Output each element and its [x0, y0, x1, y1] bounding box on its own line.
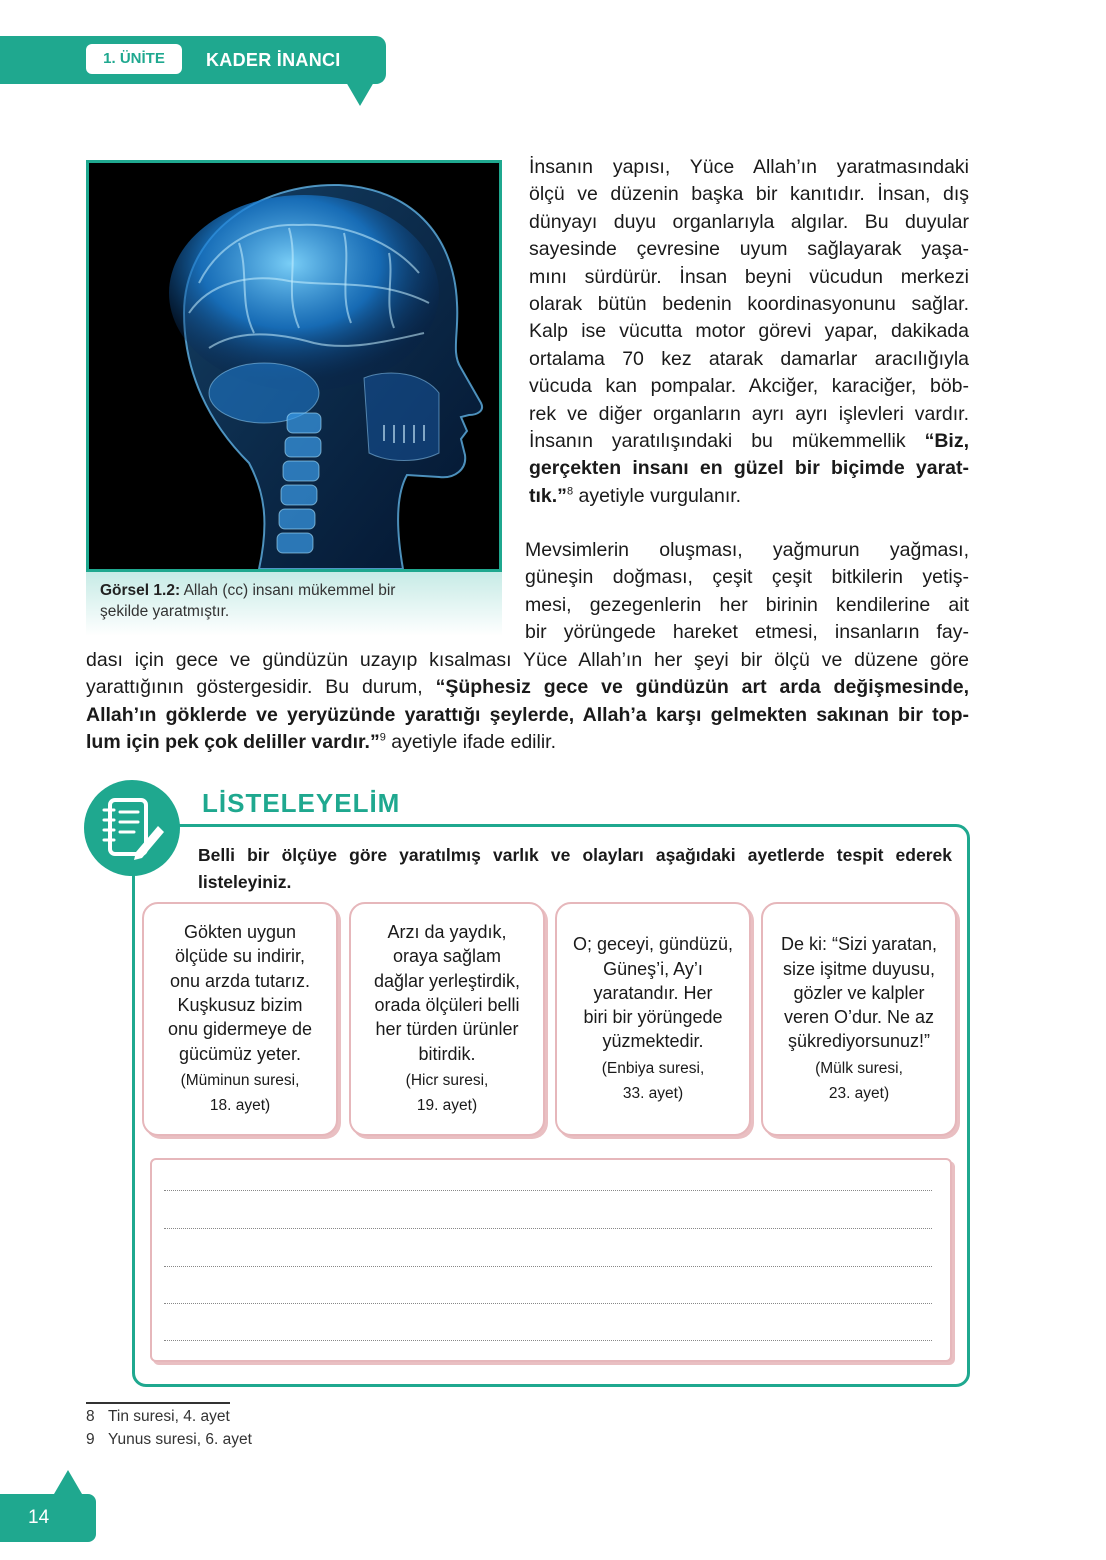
card-line: gözler ve kalpler — [793, 982, 925, 1003]
card-line: oraya sağlam — [392, 946, 502, 967]
text-line: ortalama 70 kez atarak damarlar aracılığıyla — [529, 347, 969, 370]
card-line: biri bir yörüngede — [583, 1007, 723, 1028]
text-line: Kalp ise vücutta motor görevi yapar, dakikada — [529, 320, 969, 343]
card-line: Güneş’i, Ay’ı — [603, 958, 703, 979]
text-line — [529, 483, 969, 510]
verse-card-3 — [555, 902, 751, 1136]
verse-card-2 — [349, 902, 545, 1136]
card-line: O; geceyi, gündüzü, — [572, 934, 734, 955]
footnote-number: 9 — [86, 1431, 95, 1448]
caption-text: Allah (cc) insanı mükemmel bir — [183, 582, 396, 599]
unit-title: KADER İNANCI — [206, 50, 341, 70]
text-line — [86, 674, 969, 701]
card-line: veren O’dur. Ne az — [783, 1007, 935, 1028]
instruction-line: listeleyiniz. — [198, 872, 292, 892]
footnote-text: Yunus suresi, 6. ayet — [108, 1431, 252, 1448]
card-line: şükrediyorsunuz!” — [787, 1031, 931, 1052]
verse-quote: “Şüphesiz gece ve gündüzün art arda değişmesinde, — [435, 676, 969, 699]
card-line: gücümüz yeter. — [178, 1043, 302, 1064]
paragraph-1 — [529, 154, 969, 510]
card-line: ölçüde su indirir, — [174, 946, 306, 967]
card-reference — [815, 1056, 903, 1106]
card-reference — [406, 1068, 489, 1118]
answer-area[interactable] — [150, 1158, 952, 1362]
reference-line: 33. ayet) — [622, 1084, 684, 1102]
text-line: bir yörüngede hareket etmesi, insanların fay- — [525, 621, 969, 644]
reference-line: (Mülk suresi, — [815, 1059, 903, 1077]
caption-text: şekilde yaratmıştır. — [100, 603, 230, 620]
card-line: Kuşkusuz bizim — [177, 995, 303, 1015]
caption-label: Görsel 1.2: — [100, 582, 181, 599]
text-line: güneşin doğması, çeşit çeşit bitkilerin yetiş- — [525, 566, 969, 589]
card-reference — [181, 1068, 300, 1118]
footnote-9 — [86, 1431, 252, 1449]
card-verse — [168, 920, 312, 1066]
card-line: size işitme duyusu, — [782, 958, 936, 979]
card-line: onu gidermeye de — [167, 1019, 313, 1040]
footnote-number: 8 — [86, 1408, 95, 1425]
activity-icon-circle — [84, 780, 180, 876]
activity-instruction — [198, 842, 952, 896]
card-line: De ki: “Sizi yaratan, — [780, 934, 938, 955]
verse-quote: gerçekten insanı en güzel bir biçimde yarat- — [529, 457, 969, 480]
reference-line: (Hicr suresi, — [405, 1071, 489, 1089]
text-line: olarak bütün bedenin koordinasyonunu sağlar. — [529, 293, 969, 316]
unit-header — [0, 36, 386, 84]
card-line: yaratandır. Her — [593, 982, 713, 1003]
verse-card-4 — [761, 902, 957, 1136]
card-verse — [374, 920, 520, 1066]
card-line: Arzı da yaydık, — [387, 922, 507, 943]
card-line: dağlar yerleştirdik, — [373, 970, 521, 991]
card-reference — [602, 1056, 705, 1106]
verse-card-1 — [142, 902, 338, 1136]
card-line: bitirdik. — [418, 1043, 476, 1064]
text-line: rek ve diğer organların ayrı ayrı işlevleri vardır. — [529, 402, 969, 425]
footnote-8 — [86, 1408, 230, 1426]
page-number: 14 — [0, 1494, 96, 1542]
paragraph-2-narrow — [525, 537, 969, 647]
card-line: orada ölçüleri belli — [374, 995, 520, 1015]
instruction-line: Belli bir ölçüye göre yaratılmış varlık ve olayları aşağıdaki ayetlerde tespit ederek — [198, 845, 952, 865]
text-line: mesi, gezegenlerin her birinin kendilerine ait — [525, 593, 969, 616]
answer-line[interactable] — [164, 1340, 932, 1341]
brain-illustration — [89, 163, 499, 569]
text-line — [529, 428, 969, 455]
card-line: yüzmektedir. — [602, 1031, 704, 1052]
reference-line: (Müminun suresi, — [180, 1071, 300, 1089]
text-line — [86, 729, 969, 756]
text-line: ölçü ve düzenin başka bir kanıtıdır. İnsan, dış — [529, 183, 969, 206]
reference-line: (Enbiya suresi, — [601, 1059, 705, 1077]
text-line — [529, 455, 969, 482]
figure-caption — [86, 572, 502, 636]
verse-quote: tık.” — [529, 484, 567, 507]
text-line: Mevsimlerin oluşması, yağmurun yağması, — [525, 539, 969, 561]
text-line: vücuda kan pompalar. Akciğer, karaciğer, böb- — [529, 375, 969, 398]
verse-quote: lum için pek çok deliller vardır.” — [86, 731, 380, 754]
reference-line: 18. ayet) — [209, 1096, 271, 1114]
activity-title: LİSTELEYELİM — [202, 788, 401, 818]
text-fragment: yarattığının göstergesidir. Bu durum, — [86, 676, 436, 699]
text-line: mını sürdürür. İnsan beyni vücudun merkezi — [529, 265, 969, 288]
card-verse — [573, 932, 733, 1053]
notebook-pencil-icon — [84, 780, 180, 876]
footnote-divider — [86, 1402, 230, 1404]
card-verse — [781, 932, 937, 1053]
card-line: Gökten uygun — [183, 922, 297, 943]
text-line: İnsanın yapısı, Yüce Allah’ın yaratmasındaki — [529, 156, 969, 178]
unit-badge: 1. ÜNİTE — [86, 44, 182, 74]
card-line: onu arzda tutarız. — [169, 970, 311, 991]
reference-line: 19. ayet) — [416, 1096, 478, 1114]
verse-quote: “Biz, — [924, 430, 969, 453]
card-line: her türden ürünler — [375, 1019, 519, 1040]
paragraph-2-wide — [86, 647, 969, 757]
footnote-ref: 9 — [379, 731, 386, 744]
text-line: dası için gece ve gündüzün uzayıp kısalması Yüce Allah’ın her şeyi bir ölçü ve düzene göre — [86, 649, 969, 671]
answer-line[interactable] — [164, 1266, 932, 1267]
reference-line: 23. ayet) — [828, 1084, 890, 1102]
text-fragment: ayetiyle ifade edilir. — [385, 731, 557, 754]
text-fragment: ayetiyle vurgulanır. — [573, 484, 742, 507]
verse-quote: Allah’ın göklerde ve yeryüzünde yarattığı şeylerde, Allah’a karşı gelmekten sakınan bir top- — [86, 703, 969, 726]
footnote-text: Tin suresi, 4. ayet — [108, 1408, 230, 1425]
answer-line[interactable] — [164, 1303, 932, 1304]
answer-line[interactable] — [164, 1190, 932, 1191]
answer-line[interactable] — [164, 1228, 932, 1229]
footnote-ref: 8 — [566, 485, 574, 498]
text-line: sayesinde çevresine uyum sağlayarak yaşa- — [529, 238, 969, 261]
text-line — [86, 702, 969, 729]
brain-xray-image — [86, 160, 502, 572]
figure — [86, 160, 502, 636]
text-fragment: İnsanın yaratılışındaki bu mükemmellik — [529, 430, 906, 453]
text-line: dünyayı duyu organlarıyla algılar. Bu duyular — [529, 210, 969, 233]
